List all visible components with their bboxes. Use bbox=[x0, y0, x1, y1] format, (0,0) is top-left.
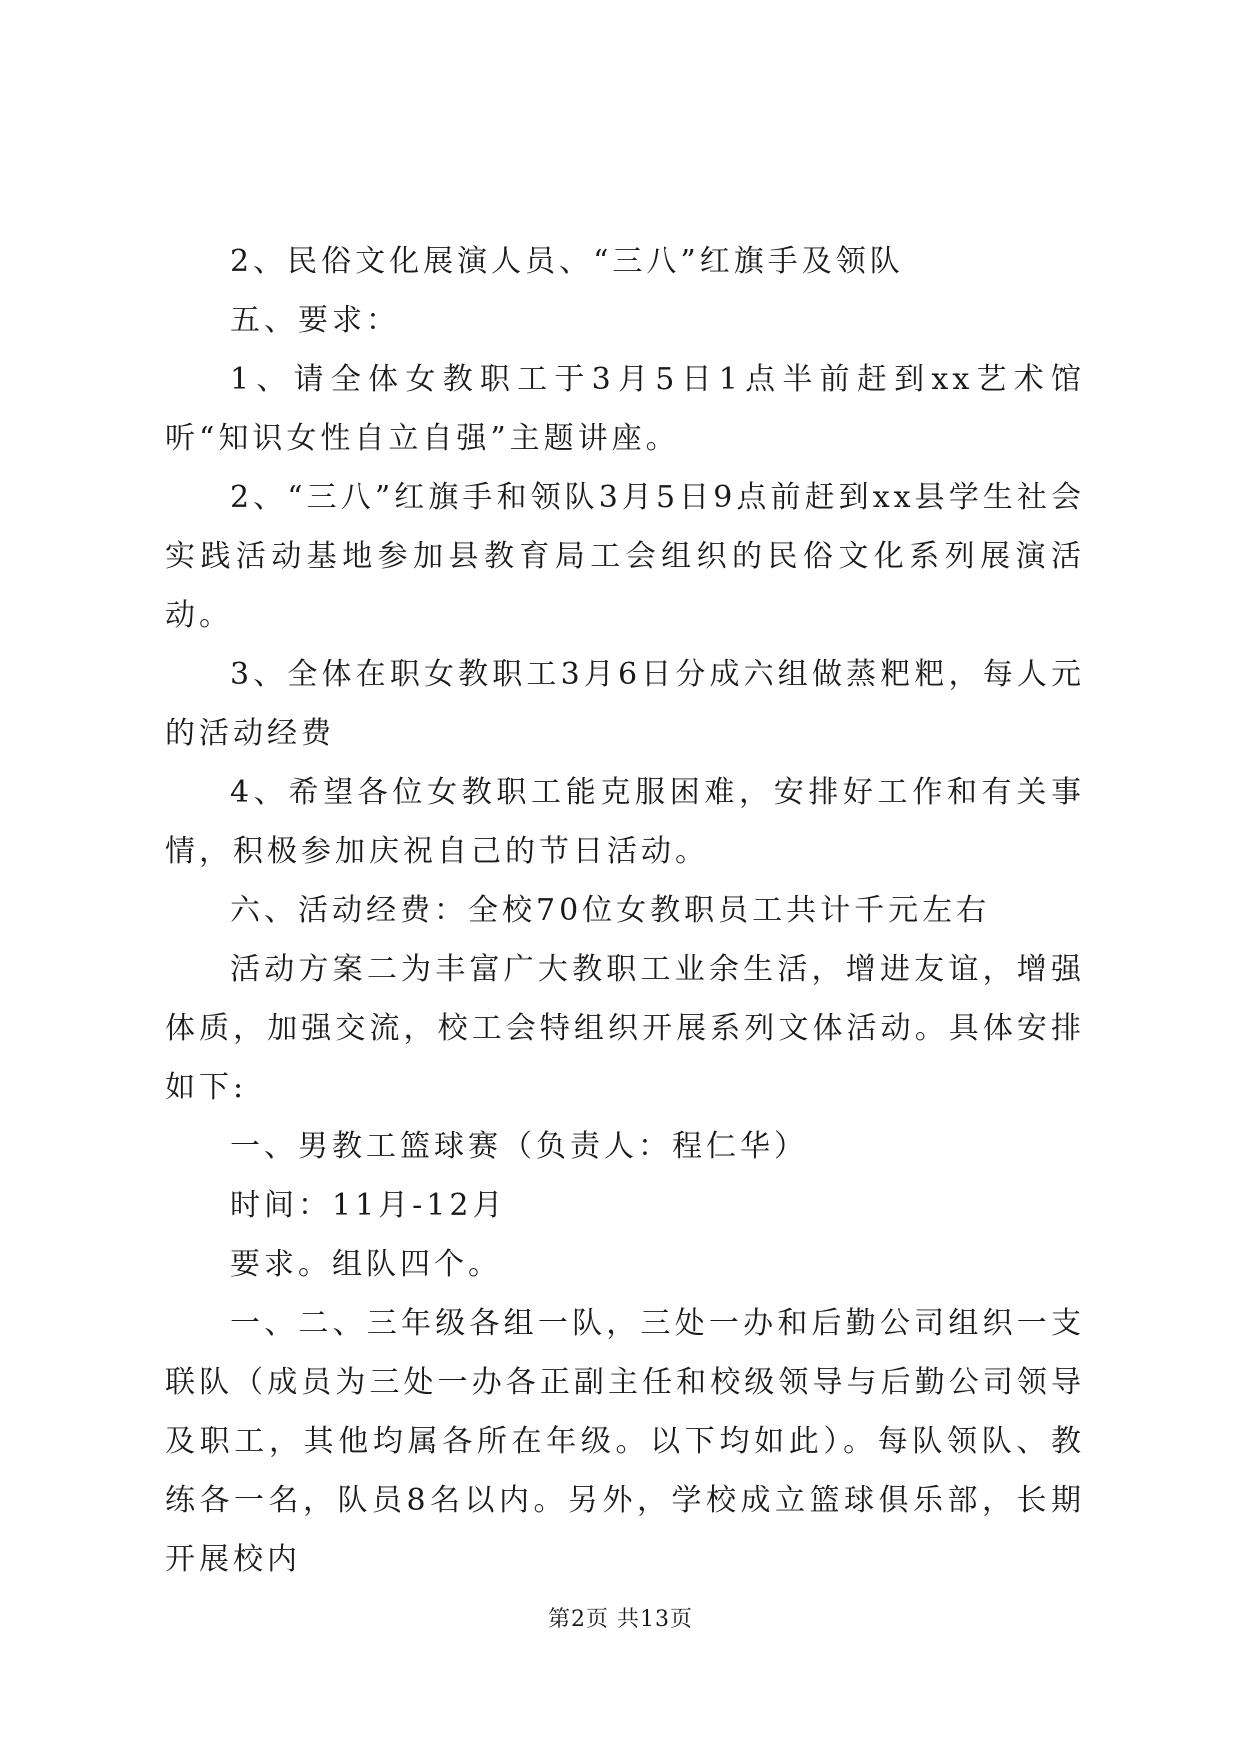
paragraph-4: 2、“三八”红旗手和领队3月5日9点前赶到xx县学生社会实践活动基地参加县教育局工会组织的民俗文化系列展演活动。 bbox=[165, 480, 1085, 633]
paragraph-10: 时间：11月-12月 bbox=[230, 1188, 507, 1223]
paragraph-9: 一、男教工篮球赛（负责人：程仁华） bbox=[230, 1129, 808, 1164]
page-footer: 第2页 共13页 bbox=[548, 1607, 693, 1632]
paragraph-7: 六、活动经费：全校70位女教职员工共计千元左右 bbox=[230, 893, 991, 928]
paragraph-1: 2、民俗文化展演人员、“三八”红旗手及领队 bbox=[230, 244, 904, 279]
paragraph-6: 4、希望各位女教职工能克服困难，安排好工作和有关事情，积极参加庆祝自己的节日活动。 bbox=[165, 775, 1085, 869]
paragraph-8: 活动方案二为丰富广大教职工业余生活，增进友谊，增强体质，加强交流，校工会特组织开展系列文体活动。具体安排如下: bbox=[165, 952, 1085, 1105]
paragraph-5: 3、全体在职女教职工3月6日分成六组做蒸粑粑，每人元的活动经费 bbox=[165, 657, 1085, 751]
document-body bbox=[165, 232, 1085, 1589]
paragraph-3: 1、请全体女教职工于3月5日1点半前赶到xx艺术馆听“知识女性自立自强”主题讲座。 bbox=[165, 362, 1085, 456]
paragraph-12: 一、二、三年级各组一队，三处一办和后勤公司组织一支联队（成员为三处一办各正副主任和校级领导与后勤公司领导及职工，其他均属各所在年级。以下均如此）。每队领队、教练各一名，队员8名以内。另外，学校成立篮球俱乐部，长期开展校内 bbox=[165, 1306, 1085, 1577]
paragraph-2: 五、要求： bbox=[230, 303, 400, 338]
paragraph-11: 要求。组队四个。 bbox=[230, 1247, 502, 1282]
